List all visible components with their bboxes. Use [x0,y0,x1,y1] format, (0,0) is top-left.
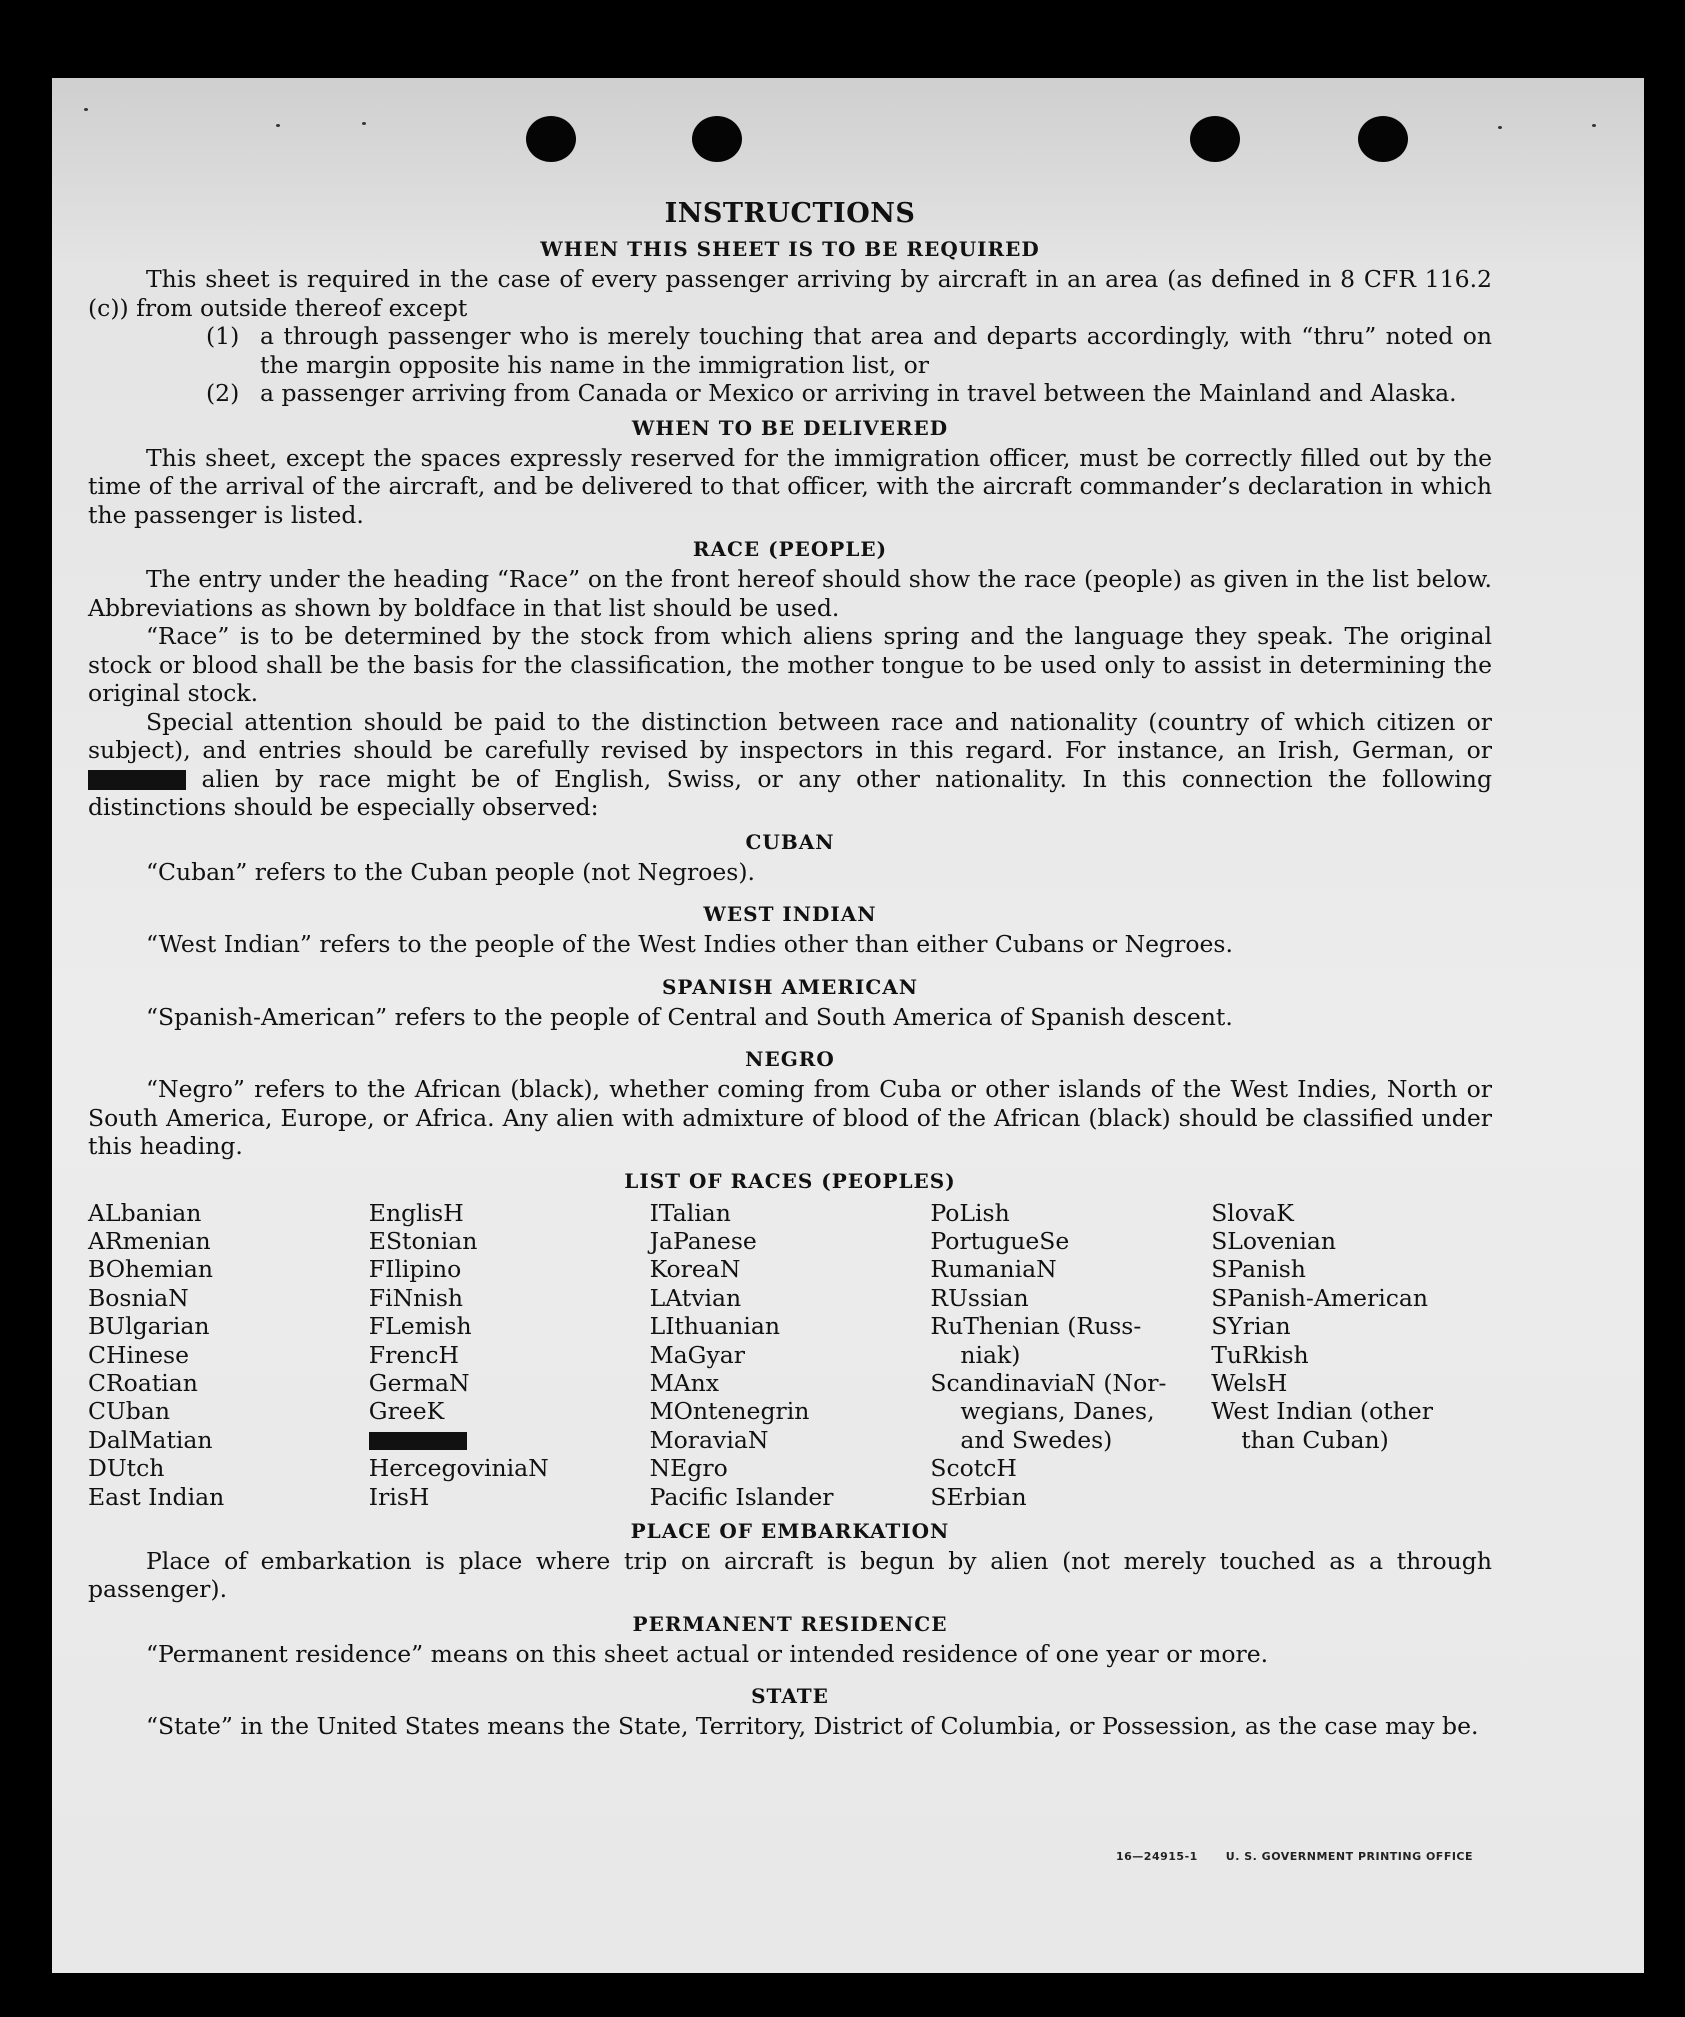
speck [1498,126,1502,129]
speck [84,108,88,111]
race-entry: EnglisH [368,1198,464,1227]
race-entry: East Indian [88,1482,225,1511]
punch-hole [526,116,576,162]
race-entry: FiNnish [368,1283,464,1312]
race-entry: CRoatian [88,1368,198,1397]
race-paragraph-3b: alien by race might be of English, Swiss, or any other nationality. In this connection the following distinctions should be especially observed: [88,764,1492,821]
print-footer [1116,1850,1501,1863]
printer-credit: U. S. GOVERNMENT PRINTING OFFICE [1225,1850,1474,1863]
race-entry: SPanish [1211,1255,1306,1284]
race-entry: PortugueSe [930,1226,1070,1255]
section-heading-required: WHEN THIS SHEET IS TO BE REQUIRED [540,237,1040,261]
race-entry: BOhemian [88,1255,213,1284]
races-column-4 [930,1199,1211,1511]
race-entry: MaGyar [649,1340,745,1369]
race-entry: HercegoviniaN [368,1454,549,1483]
race-entry: LIthuanian [649,1312,781,1341]
races-list [88,1199,1492,1511]
section-heading-spanish-american: SPANISH AMERICAN [661,974,919,999]
embarkation-text: Place of embarkation is place where trip on aircraft is begun by alien (not merely touched as a through passenger). [88,1546,1492,1604]
race-entry-continuation: wegians, Danes, [960,1397,1155,1426]
punch-hole [1190,116,1240,162]
negro-text: “Negro” refers to the African (black), whether coming from Cuba or other islands of the West Indies, North or South America, Europe, or Africa. Any alien with admixture of blood of the African (black) should be classified under this heading. [88,1075,1492,1160]
race-entry: MAnx [649,1368,720,1397]
race-entry: ScandinaviaN (Nor- [930,1368,1167,1397]
race-entry: DUtch [88,1454,165,1483]
race-entry: JaPanese [649,1226,757,1255]
west-indian-text: “West Indian” refers to the people of the West Indies other than either Cubans or Negroes. [146,930,1233,958]
race-entry: SPanish-American [1211,1283,1429,1312]
race-entry: ALbanian [88,1198,202,1227]
race-paragraph-1: The entry under the heading “Race” on the front hereof should show the race (people) as given in the list below. Abbreviations as shown by boldface in that list should be used. [88,565,1492,622]
race-entry: MoraviaN [649,1425,769,1454]
races-column-3 [650,1199,931,1511]
race-entry: CUban [88,1397,170,1426]
section-heading-negro: NEGRO [745,1047,835,1071]
section-heading-west-indian: WEST INDIAN [703,902,877,926]
section-heading-embarkation: PLACE OF EMBARKATION [630,1518,950,1543]
page-title: INSTRUCTIONS [664,198,916,229]
races-column-5 [1211,1199,1492,1511]
instructions-content [88,198,1492,1741]
race-paragraph-2: “Race” is to be determined by the stock from which aliens spring and the language they speak. The original stock or blood shall be the basis for the classification, the mother tongue to be used only to assist in determining the original stock. [88,622,1492,707]
race-entry: IrisH [368,1482,430,1511]
redaction-mark [369,1432,467,1450]
race-entry: BosniaN [88,1283,189,1312]
race-entry-continuation: than Cuban) [1241,1425,1389,1454]
race-entry-continuation: niak) [960,1340,1021,1369]
item-text: a through passenger who is merely touching that area and departs accordingly, with “thru” noted on the margin opposite his name in the immigration list, or [260,322,1492,379]
cuban-text: “Cuban” refers to the Cuban people (not Negroes). [146,857,756,886]
item-number: (2) [206,379,240,407]
race-entry: West Indian (other [1211,1397,1433,1426]
section-heading-race: RACE (PEOPLE) [692,537,888,561]
race-entry: BUlgarian [88,1312,210,1341]
form-number: 16—24915-1 [1116,1850,1198,1863]
races-column-2 [369,1199,650,1511]
delivered-text: This sheet, except the spaces expressly reserved for the immigration officer, must be correctly filled out by the time of the arrival of the aircraft, and be delivered to that officer, with the aircraft commander’s declaration in which the passenger is listed. [88,443,1492,529]
redaction-mark [88,770,186,790]
race-entry: Pacific Islander [649,1482,834,1511]
race-paragraph-3a: Special attention should be paid to the distinction between race and nationality (country of which citizen or subject), and entries should be carefully revised by inspectors in this regard. For instance, an Irish, German, or [88,707,1492,764]
race-entry: NEgro [649,1454,728,1483]
section-heading-races-list: LIST OF RACES (PEOPLES) [624,1168,956,1193]
race-entry: RUssian [930,1283,1029,1312]
punch-hole [1358,116,1408,162]
race-entry: TuRkish [1211,1340,1309,1369]
speck [362,122,366,125]
race-entry: LAtvian [649,1283,742,1312]
race-entry: SYrian [1211,1312,1291,1341]
races-column-1 [88,1199,369,1511]
section-heading-state: STATE [751,1684,829,1709]
required-text: This sheet is required in the case of every passenger arriving by aircraft in an area (as defined in 8 CFR 116.2 (c)) from outside thereof except [88,265,1492,322]
race-entry: RumaniaN [930,1255,1057,1284]
item-number: (1) [206,322,240,350]
required-item [88,379,1492,408]
race-entry: KoreaN [649,1255,741,1284]
race-entry-continuation: and Swedes) [960,1425,1113,1454]
section-heading-delivered: WHEN TO BE DELIVERED [631,415,949,440]
race-entry: ScotcH [930,1454,1017,1483]
race-entry: DalMatian [88,1425,213,1454]
section-heading-cuban: CUBAN [745,829,835,854]
race-entry: SErbian [930,1482,1027,1511]
race-entry-redacted [369,1426,650,1454]
race-entry: PoLish [930,1198,1010,1227]
race-entry: CHinese [88,1340,189,1369]
document-sheet [52,78,1644,1973]
speck [276,124,280,127]
race-entry: ITalian [649,1198,731,1227]
race-entry: WelsH [1211,1368,1288,1397]
race-entry: SlovaK [1211,1198,1294,1227]
required-item [88,322,1492,379]
race-entry: MOntenegrin [649,1397,810,1426]
speck [1592,124,1596,127]
race-entry: FLemish [368,1312,472,1341]
spanish-american-text: “Spanish-American” refers to the people of Central and South America of Spanish descent. [146,1002,1233,1031]
race-entry: FrencH [368,1340,460,1369]
race-paragraph-3 [88,708,1492,822]
state-text: “State” in the United States means the State, Territory, District of Columbia, or Possession, as the case may be. [146,1712,1479,1741]
section-heading-residence: PERMANENT RESIDENCE [632,1611,948,1636]
race-entry: ARmenian [88,1226,211,1255]
race-entry: GreeK [368,1397,445,1426]
race-entry: EStonian [368,1226,478,1255]
race-entry: RuThenian (Russ- [930,1312,1142,1341]
item-text: a passenger arriving from Canada or Mexico or arriving in travel between the Mainland and Alaska. [260,379,1457,407]
race-entry: SLovenian [1211,1226,1337,1255]
residence-text: “Permanent residence” means on this sheet actual or intended residence of one year or more. [146,1639,1269,1668]
race-entry: GermaN [368,1368,470,1397]
punch-hole [692,116,742,162]
race-entry: FIlipino [368,1255,462,1284]
